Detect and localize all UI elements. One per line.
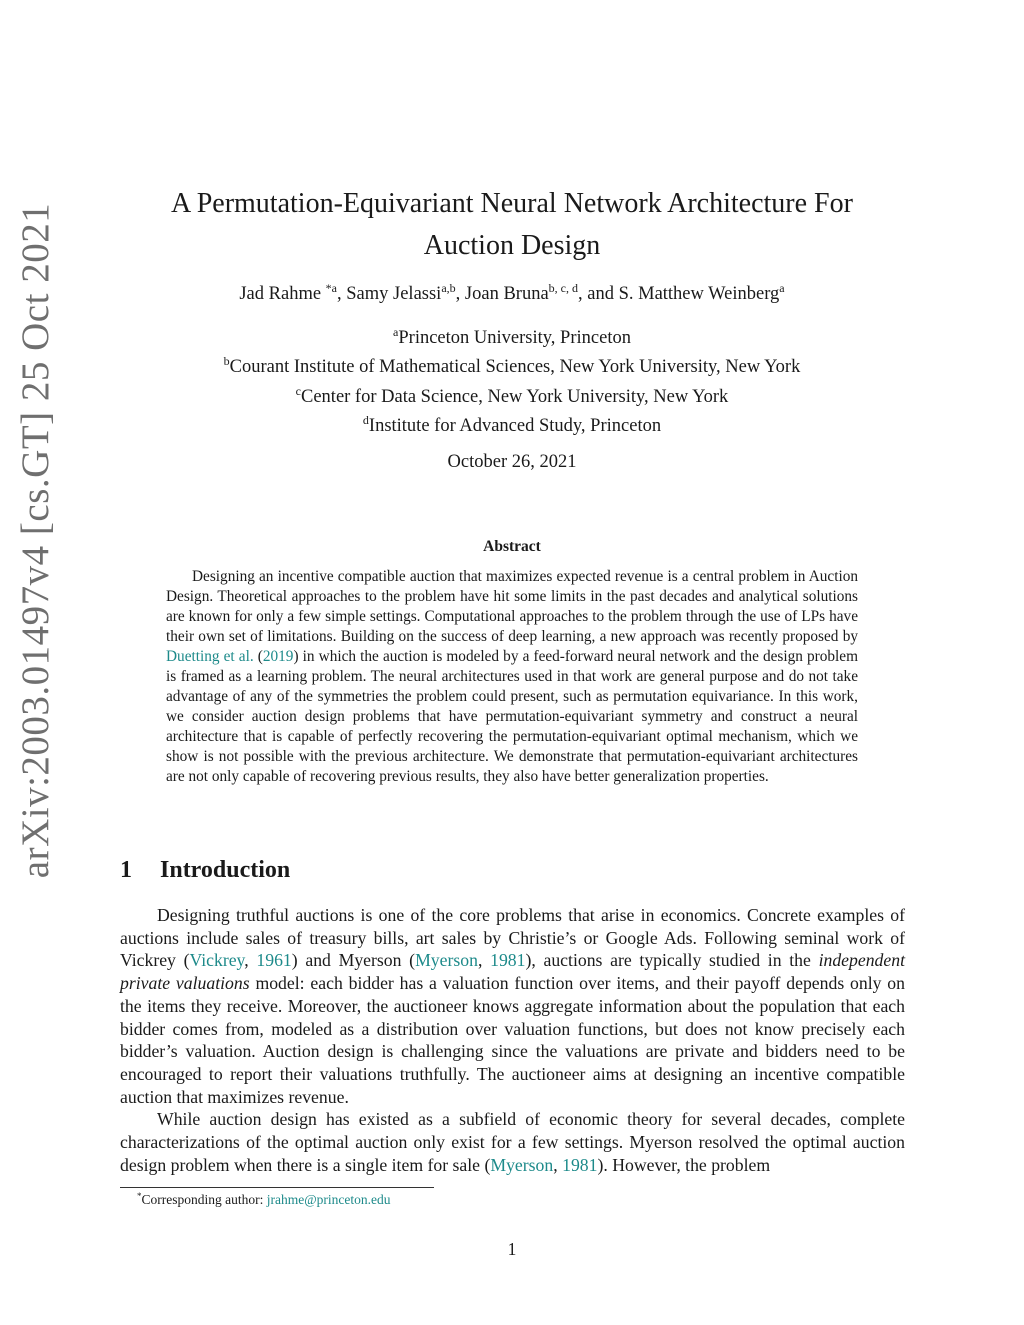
paragraph-text: Designing truthful auctions is one of the core problems that arise in economics. Concrete examples of auctions include sales of treasury bills, art sales by Christie’s or Google Ads. Following seminal work of Vickrey ( <box>120 905 905 971</box>
citation-link-myerson[interactable]: Myerson <box>490 1154 554 1175</box>
affiliation-item <box>120 380 904 409</box>
footnote-label: Corresponding author: <box>141 1192 267 1207</box>
author-name: S. Matthew Weinberg <box>618 284 780 304</box>
footnote <box>137 1191 391 1208</box>
arxiv-identifier-stamp <box>2 120 70 960</box>
author-sup: b, c, d <box>548 281 578 295</box>
section-number: 1 <box>120 857 132 883</box>
citation-link-1981[interactable]: 1981 <box>562 1154 598 1175</box>
affiliation-item <box>120 321 904 350</box>
footnote-marker: * <box>137 1191 142 1201</box>
abstract-body <box>166 567 858 787</box>
abstract-text: Designing an incentive compatible auction that maximizes expected revenue is a central problem in Auction Design. Theoretical approaches to the problem have hit some limits in the past decades and analytical solutions are known for only a few simple settings. Computational approaches to the problem through the use of LPs have their own set of limitations. Building on the success of deep learning, a new approach was recently proposed by <box>166 568 858 645</box>
paper-title <box>120 183 904 267</box>
citation-link-myerson[interactable]: Myerson <box>415 950 478 971</box>
paragraph-text: ). However, the problem <box>597 1154 771 1175</box>
affiliation-sup: c <box>295 383 301 398</box>
title-line-1: A Permutation-Equivariant Neural Network Architecture For <box>171 188 853 219</box>
author-sup: *a <box>325 281 337 295</box>
author-separator: , <box>455 284 465 304</box>
citation-link-duetting[interactable]: Duetting et al. <box>166 648 254 665</box>
paragraph-text: While auction design has existed as a subfield of economic theory for several decades, complete characterizations of the optimal auction only exist for a few settings. Myerson resolved the optimal auction design problem when there is a single item for sale ( <box>120 1109 905 1175</box>
citation-paren: ( <box>253 648 263 665</box>
paragraph-text: model: each bidder has a valuation function over items, and their payoff depends only on the items they receive. Moreover, the auctioneer knows aggregate information about the population that each bidder comes from, modeled as a distribution over valuation functions, but does not know precisely each bidder’s valuation. Auction design is challenging since the valuations are private and bidders need to be encouraged to report their valuations truthfully. The auctioneer aims at designing an incentive compatible auction that maximizes revenue. <box>120 973 905 1107</box>
paragraph-text: ), auctions are typically studied in the <box>525 950 819 971</box>
paragraph <box>120 904 905 1108</box>
affiliation-item <box>120 409 904 438</box>
paragraph <box>120 1108 905 1176</box>
abstract-text: ) in which the auction is modeled by a feed-forward neural network and the design problem is framed as a learning problem. The neural architectures used in that work are general purpose and do not take advantage of any of the symmetries the problem could present, such as permutation equivariance. In this work, we consider auction design problems that have permutation-equivariant symmetry and construct a neural architecture that is capable of perfectly recovering the permutation-equivariant optimal mechanism, which we show is not possible with the previous architecture. We demonstrate that permutation-equivariant architectures are not only capable of recovering previous results, they also have better generalization properties. <box>166 648 858 785</box>
affiliation-text: Courant Institute of Mathematical Sciences, New York University, New York <box>229 357 801 378</box>
arxiv-id-text: arXiv:2003.01497v4 [cs.GT] 25 Oct 2021 <box>14 202 58 878</box>
title-line-2: Auction Design <box>423 230 601 261</box>
affiliation-list <box>120 321 904 438</box>
affiliation-item <box>120 350 904 379</box>
section-title: Introduction <box>160 857 291 883</box>
affiliation-sup: b <box>223 354 230 369</box>
author-separator: , and <box>577 284 619 304</box>
affiliation-text: Princeton University, Princeton <box>398 328 631 348</box>
affiliation-text: Institute for Advanced Study, Princeton <box>368 415 662 436</box>
citation-sep: , <box>477 950 491 971</box>
email-link[interactable]: jrahme@princeton.edu <box>266 1192 391 1207</box>
affiliation-sup: a <box>393 325 399 339</box>
author-sup: a,b <box>441 281 456 295</box>
author-name: Jad Rahme <box>239 284 326 304</box>
author-list <box>120 281 904 305</box>
citation-link-2019[interactable]: 2019 <box>262 648 294 665</box>
citation-sep: , <box>553 1154 563 1175</box>
section-heading <box>120 857 290 884</box>
emphasized-term: independent private valuations <box>120 950 906 994</box>
footnote-divider <box>120 1187 434 1188</box>
author-sup: a <box>779 281 785 295</box>
page-number: 1 <box>507 1239 517 1259</box>
citation-link-1961[interactable]: 1961 <box>256 950 292 971</box>
author-separator: , <box>337 284 347 304</box>
abstract-heading: Abstract <box>483 538 541 555</box>
paragraph-text: ) and Myerson ( <box>291 950 416 971</box>
citation-link-1981[interactable]: 1981 <box>490 950 526 971</box>
introduction-body <box>120 904 905 1176</box>
publication-date: October 26, 2021 <box>447 452 577 472</box>
author-name: Joan Bruna <box>464 284 549 304</box>
author-name: Samy Jelassi <box>346 284 442 304</box>
citation-link-vickrey[interactable]: Vickrey <box>189 950 245 971</box>
citation-sep: , <box>244 950 257 971</box>
affiliation-text: Center for Data Science, New York University, New York <box>301 386 729 407</box>
affiliation-sup: d <box>362 412 369 427</box>
